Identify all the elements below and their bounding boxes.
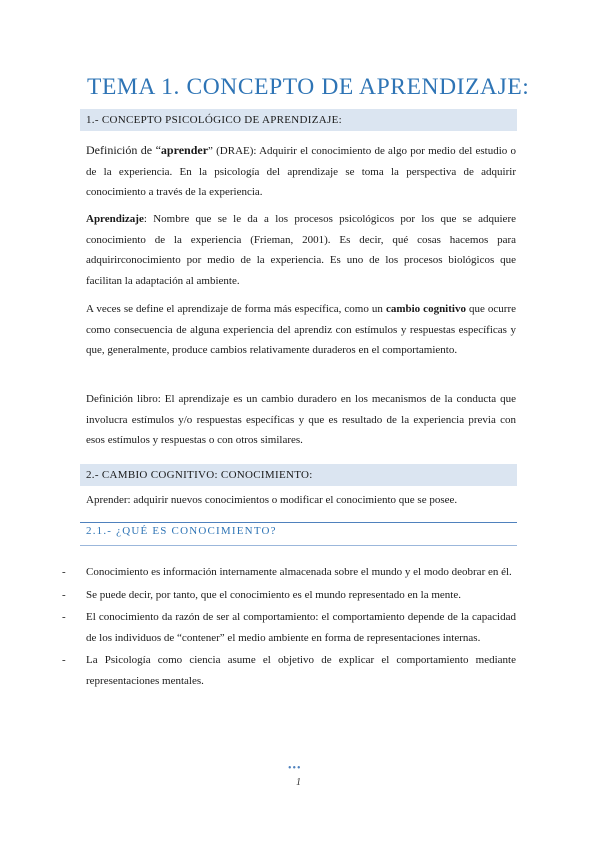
p2-term: Aprendizaje [86,213,144,225]
footer-dots-icon: ••• [288,763,302,774]
p1-term: aprender [160,143,209,157]
subsection-underline [80,545,517,546]
p2-body: : Nombre que se le da a los procesos psicológicos por los que se adquiere conocimiento de la experiencia (Frieman, 2001). Es decir, qué cosas hacemos para adquirirconocimiento por medio de la experiencia. Es uno de los procesos biológicos que facilitan la adaptación al ambiente. [86,213,516,287]
subsection-header: 2.1.- ¿QUÉ ES CONOCIMIENTO? [86,525,277,537]
paragraph-aprender [86,140,516,203]
p3-body: que ocurre como consecuencia de alguna experiencia del aprendiz con estímulos y respuestas específicas y que, generalmente, produce cambios relativamente duraderos en el comportamiento. [86,303,517,356]
page-title: TEMA 1. CONCEPTO DE APRENDIZAJE: [87,74,530,100]
list-item [62,562,516,583]
list-item-text: La Psicología como ciencia asume el objetivo de explicar el comportamiento mediante representaciones mentales. [86,654,516,687]
list-item-text: Se puede decir, por tanto, que el conocimiento es el mundo representado en la mente. [86,588,461,601]
list-item-text: El conocimiento da razón de ser al comportamiento: el comportamiento depende de la capacidad de los individuos de “contener” el medio ambiente en forma de representaciones internas. [86,611,516,644]
page-number: 1 [296,777,301,788]
paragraph-definicion-libro [86,389,516,451]
dash-marker: - [62,654,66,666]
s2-p1: Aprender: adquirir nuevos conocimientos o modificar el conocimiento que se posee. [86,494,458,506]
section-2-header: 2.- CAMBIO COGNITIVO: CONOCIMIENTO: [80,464,517,486]
list-item-text: Conocimiento es información internamente almacenada sobre el mundo y el modo deobrar en él. [86,566,512,578]
p3-prefix: A veces se define el aprendizaje de forma más específica, como un [86,303,386,315]
paragraph-aprendizaje [86,209,516,291]
p3-term: cambio cognitivo [385,303,466,315]
dash-marker: - [62,611,66,623]
list-item [62,585,516,606]
list-item [62,607,516,648]
paragraph-cambio-cognitivo [86,299,516,361]
paragraph-aprender-def [86,490,516,511]
section-divider [80,522,517,523]
p1-body: ” (DRAE): Adquirir el conocimiento de algo por medio del estudio o de la experiencia. En la psicología del aprendizaje se toma la perspectiva de adquirir conocimiento a través de la experiencia. [86,145,516,198]
dash-marker: - [62,566,66,578]
p4-body: Definición libro: El aprendizaje es un cambio duradero en los mecanismos de la conducta que involucra estímulos y/o respuestas específicas y que es resultado de la experiencia previa con esos estímulos y respuestas o con otros similares. [86,393,516,446]
list-item [62,650,516,691]
p1-prefix: Definición de “ [86,143,161,157]
section-1-header: 1.- CONCEPTO PSICOLÓGICO DE APRENDIZAJE: [80,109,517,131]
dash-marker: - [62,588,66,601]
bullet-list [62,562,516,693]
